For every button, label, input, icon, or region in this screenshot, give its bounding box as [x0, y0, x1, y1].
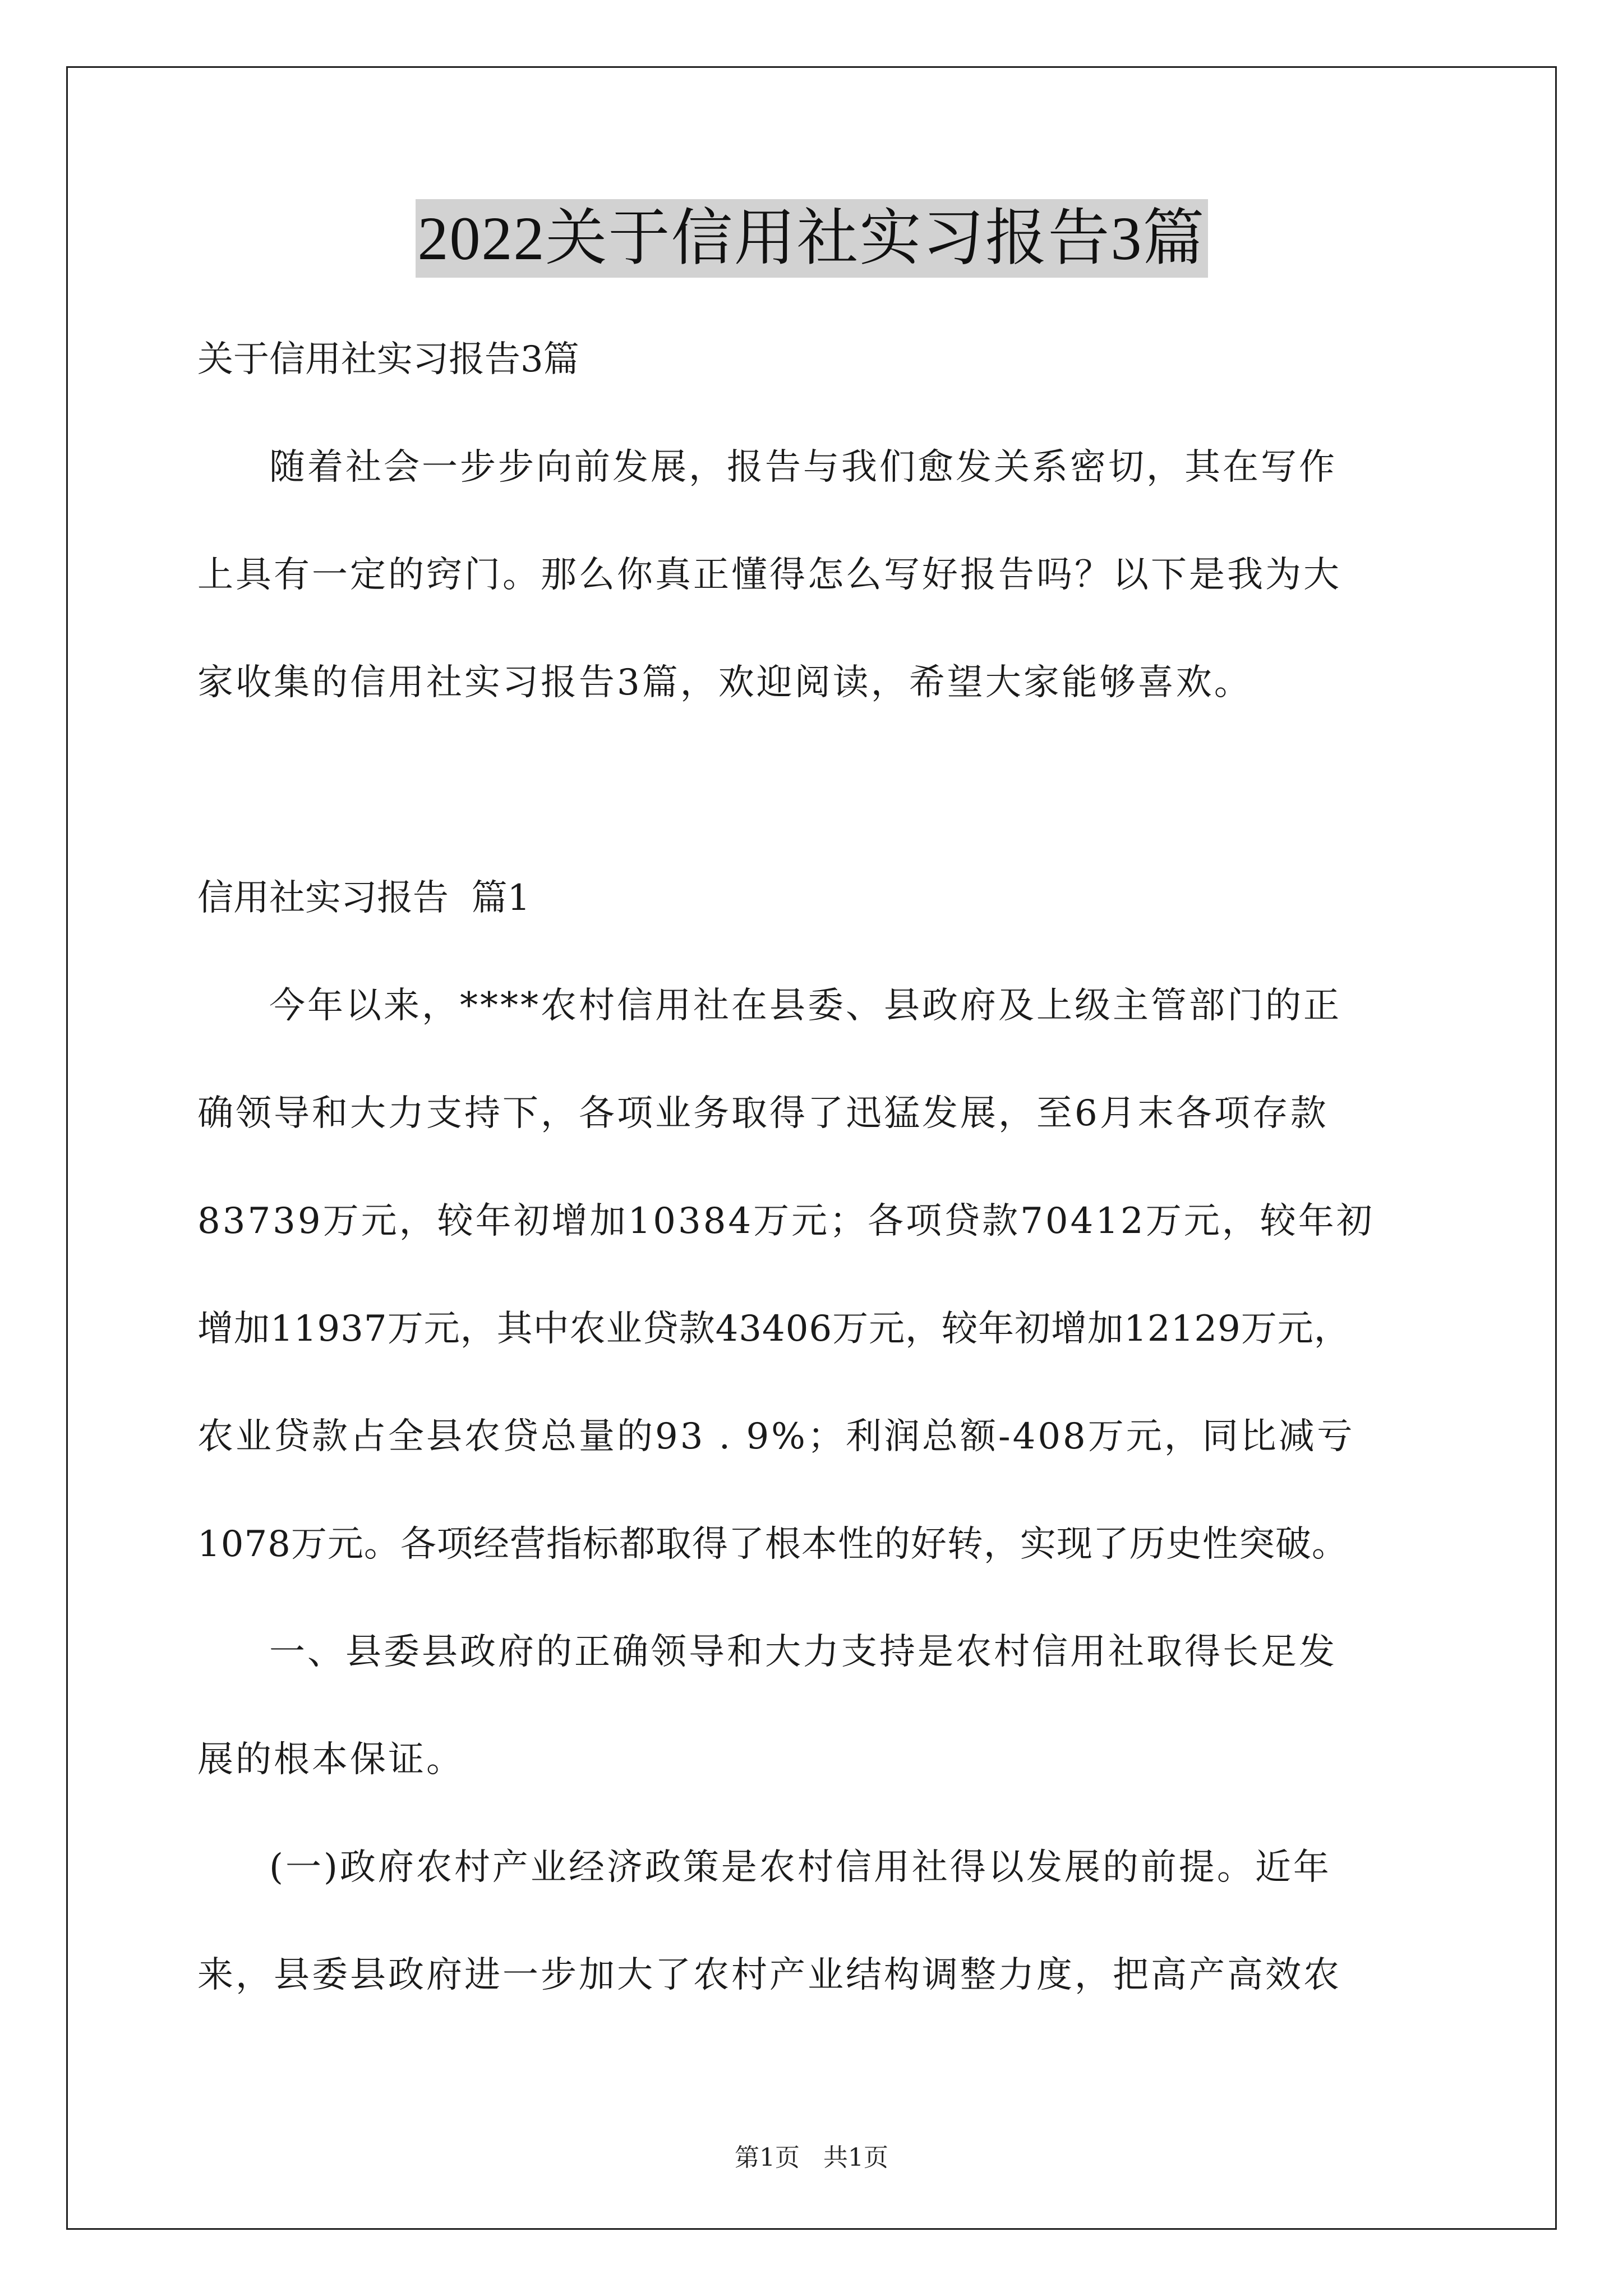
body-line-text: 一、县委县政府的正确领导和大力支持是农村信用社取得长足发 — [269, 1631, 1337, 1673]
body-line — [197, 1814, 1431, 1921]
intro-line-text: 随着社会一步步向前发展，报告与我们愈发关系密切，其在写作 — [269, 447, 1337, 488]
body-line — [197, 952, 1431, 1060]
body-line: 农业贷款占全县农贷总量的93 . 9%；利润总额-408万元，同比减亏 — [197, 1416, 1355, 1457]
page-footer — [0, 2137, 1623, 2173]
intro-line — [197, 413, 1431, 521]
body-line — [197, 1598, 1431, 1706]
page-number-label: 第1页 共1页 — [735, 2143, 888, 2172]
paragraph-gap — [197, 737, 1431, 844]
body-line: 来，县委县政府进一步加大了农村产业结构调整力度，把高产高效农 — [197, 1954, 1341, 1996]
body-line: 1078万元。各项经营指标都取得了根本性的好转，实现了历史性突破。 — [197, 1524, 1348, 1565]
title-container — [0, 199, 1623, 278]
intro-line: 上具有一定的窍门。那么你真正懂得怎么写好报告吗？以下是我为大 — [197, 554, 1341, 596]
document-body — [197, 306, 1431, 2029]
body-line: 确领导和大力支持下，各项业务取得了迅猛发展，至6月末各项存款 — [197, 1093, 1329, 1134]
document-title: 2022关于信用社实习报告3篇 — [416, 199, 1208, 278]
document-subtitle: 关于信用社实习报告3篇 — [197, 339, 579, 380]
section-heading: 信用社实习报告 篇1 — [197, 877, 531, 919]
body-line-text: 今年以来，****农村信用社在县委、县政府及上级主管部门的正 — [269, 985, 1341, 1027]
body-line: 83739万元，较年初增加10384万元；各项贷款70412万元，较年初 — [197, 1200, 1375, 1242]
intro-line: 家收集的信用社实习报告3篇，欢迎阅读，希望大家能够喜欢。 — [197, 662, 1252, 703]
body-line: 展的根本保证。 — [197, 1739, 464, 1780]
body-line: 增加11937万元，其中农业贷款43406万元，较年初增加12129万元， — [197, 1308, 1350, 1350]
body-line-text: (一)政府农村产业经济政策是农村信用社得以发展的前提。近年 — [269, 1847, 1331, 1888]
